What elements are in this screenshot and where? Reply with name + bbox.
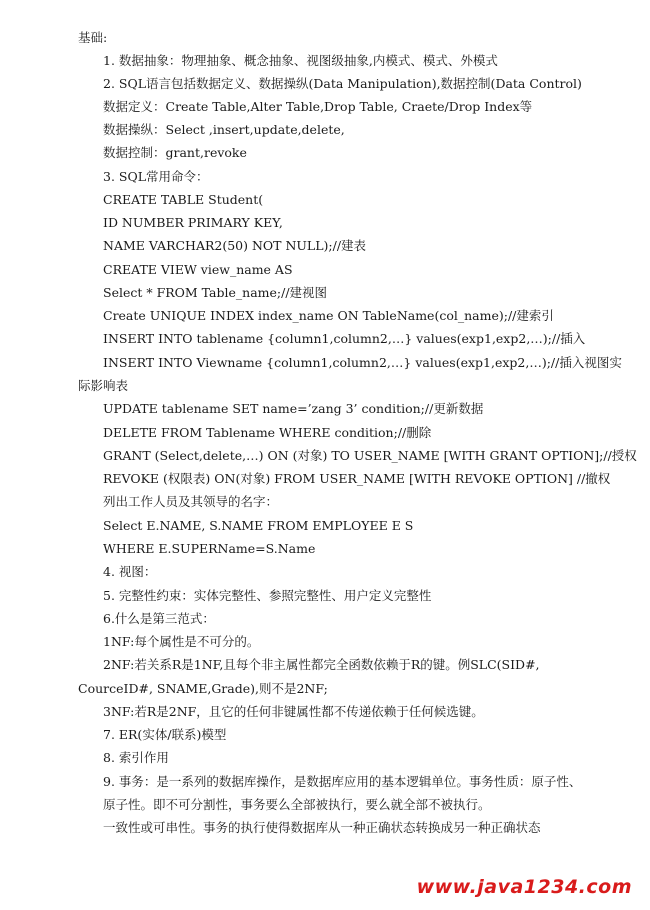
text-line: 6.什么是第三范式： xyxy=(103,611,215,626)
code-line-continued: 际影响表 xyxy=(78,378,129,393)
section-heading: 基础: xyxy=(78,30,108,45)
code-line: Select E.NAME, S.NAME FROM EMPLOYEE E S xyxy=(103,518,414,533)
code-line: GRANT (Select,delete,…) ON (对象) TO USER_NAME [WITH GRANT OPTION];//授权 xyxy=(103,448,637,463)
text-line: 数据操纵：Select ,insert,update,delete, xyxy=(103,122,345,137)
text-line: 3NF:若R是2NF，且它的任何非键属性都不传递依赖于任何候选键。 xyxy=(103,704,484,719)
text-line: 列出工作人员及其领导的名字： xyxy=(103,494,279,509)
text-line: 数据控制：grant,revoke xyxy=(103,145,247,160)
text-line: 3. SQL常用命令： xyxy=(103,169,209,184)
code-line: NAME VARCHAR2(50) NOT NULL);//建表 xyxy=(103,238,367,253)
watermark: www.java1234.com xyxy=(416,876,632,898)
text-line: 一致性或可串性。事务的执行使得数据库从一种正确状态转换成另一种正确状态 xyxy=(103,820,541,835)
text-line: 5. 完整性约束：实体完整性、参照完整性、用户定义完整性 xyxy=(103,588,432,603)
text-line: 1NF:每个属性是不可分的。 xyxy=(103,634,260,649)
code-line: ID NUMBER PRIMARY KEY, xyxy=(103,215,283,230)
text-line-continued: CourceID#, SNAME,Grade),则不是2NF; xyxy=(78,681,328,696)
text-line: 9. 事务：是一系列的数据库操作，是数据库应用的基本逻辑单位。事务性质：原子性、 xyxy=(103,774,582,789)
code-line: CREATE VIEW view_name AS xyxy=(103,262,293,277)
code-line: DELETE FROM Tablename WHERE condition;//删除 xyxy=(103,425,432,440)
text-line: 2. SQL语言包括数据定义、数据操纵(Data Manipulation),数据控制(Data Control) xyxy=(103,76,582,91)
code-line: CREATE TABLE Student( xyxy=(103,192,264,207)
text-line: 4. 视图： xyxy=(103,564,157,579)
text-line: 1. 数据抽象：物理抽象、概念抽象、视图级抽象,内模式、模式、外模式 xyxy=(103,53,498,68)
code-line: WHERE E.SUPERName=S.Name xyxy=(103,541,316,556)
text-line: 数据定义：Create Table,Alter Table,Drop Table, Craete/Drop Index等 xyxy=(103,99,533,114)
code-line: Create UNIQUE INDEX index_name ON TableName(col_name);//建索引 xyxy=(103,308,554,323)
code-line: INSERT INTO tablename {column1,column2,…} values(exp1,exp2,…);//插入 xyxy=(103,331,586,346)
code-line: Select * FROM Table_name;//建视图 xyxy=(103,285,328,300)
text-line: 8. 索引作用 xyxy=(103,750,169,765)
code-line: INSERT INTO Viewname {column1,column2,…} values(exp1,exp2,…);//插入视图实 xyxy=(103,355,622,370)
text-line: 原子性。即不可分割性，事务要么全部被执行，要么就全部不被执行。 xyxy=(103,797,491,812)
text-line: 7. ER(实体/联系)模型 xyxy=(103,727,227,742)
code-line: REVOKE (权限表) ON(对象) FROM USER_NAME [WITH REVOKE OPTION] //撤权 xyxy=(103,471,611,486)
code-line: UPDATE tablename SET name=’zang 3’ condition;//更新数据 xyxy=(103,401,484,416)
text-line: 2NF:若关系R是1NF,且每个非主属性都完全函数依赖于R的键。例SLC(SID#, xyxy=(103,657,540,672)
